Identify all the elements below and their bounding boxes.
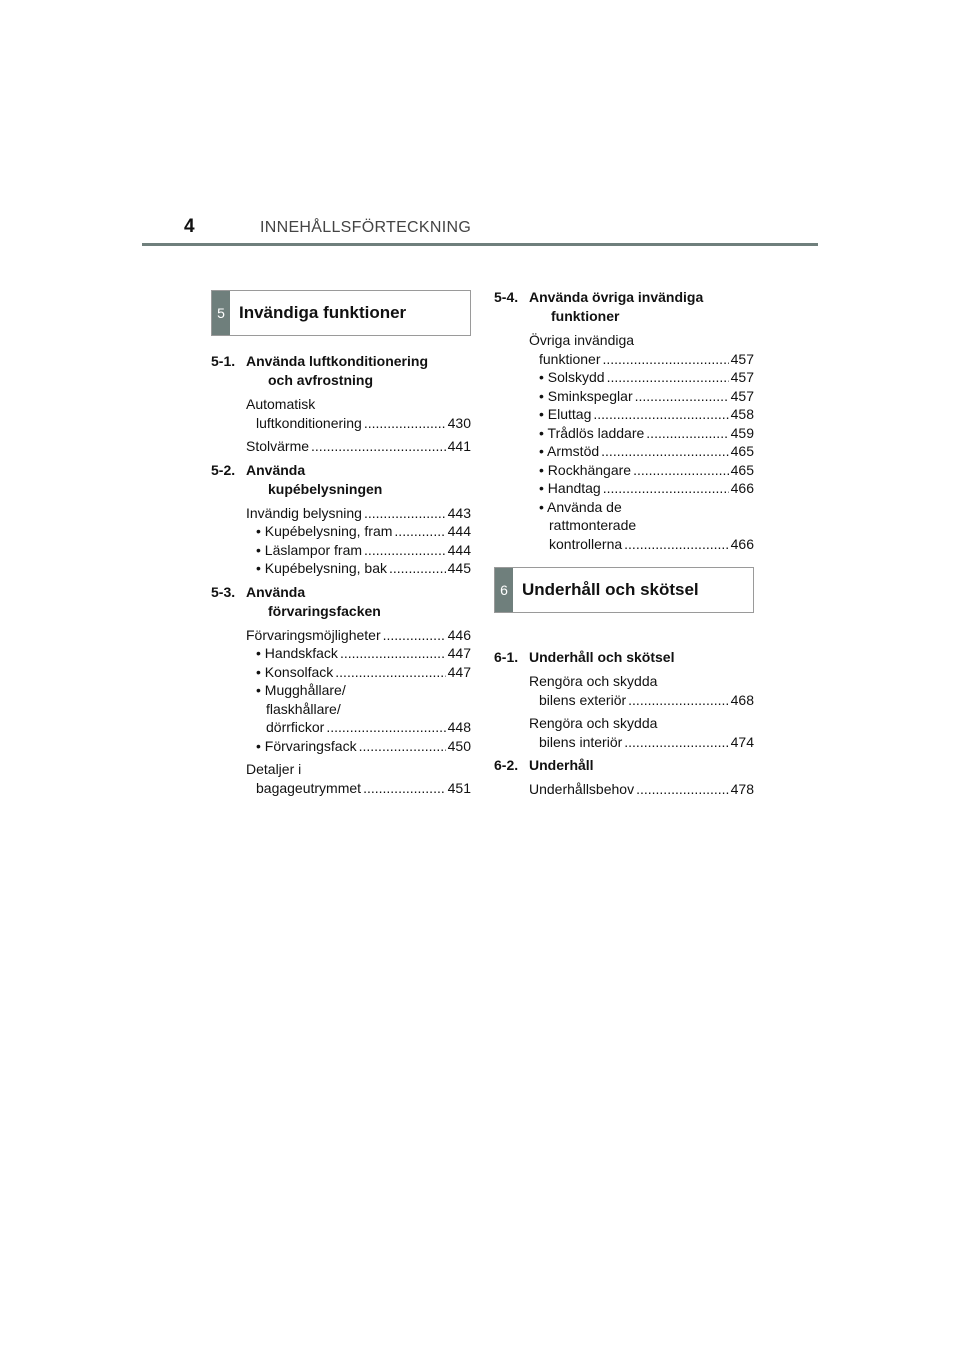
page-ref: 457 <box>730 387 754 404</box>
toc-bullet[interactable] <box>211 644 471 663</box>
left-column <box>211 290 471 797</box>
page-ref: 465 <box>730 443 754 459</box>
page-ref: 445 <box>447 560 471 576</box>
toc-bullet[interactable] <box>494 498 754 554</box>
subsection-number: 5-2. <box>211 461 236 478</box>
page-ref: 446 <box>447 626 471 643</box>
entry-text: • Sminkspeglar <box>539 387 633 404</box>
subsection-title: Underhåll och skötsel <box>529 649 675 665</box>
header-rule <box>142 243 818 246</box>
entry-text: • Kupébelysning, bak <box>256 560 387 576</box>
entry-text: Detaljer i <box>246 761 302 777</box>
section-tab: 6 <box>495 568 513 612</box>
page-ref: 457 <box>730 350 754 367</box>
section-6-header[interactable] <box>494 567 754 613</box>
subsection-title: Använda <box>246 583 306 600</box>
subsection-number: 5-1. <box>211 353 236 369</box>
subsection-title: Använda <box>246 461 306 478</box>
entry-text: Rengöra och skydda <box>529 673 658 689</box>
subsection-title: Använda luftkonditionering <box>246 353 428 369</box>
section-title: Invändiga funktioner <box>239 303 407 322</box>
subsection-title-cont: och avfrostning <box>268 372 374 388</box>
page-ref: 443 <box>447 504 471 521</box>
entry-text: • Kupébelysning, fram <box>256 523 393 539</box>
toc-bullet[interactable] <box>211 681 471 737</box>
toc-bullet[interactable] <box>494 442 754 461</box>
toc-entry[interactable] <box>211 626 471 645</box>
page-ref: 451 <box>447 779 471 796</box>
page-number: 4 <box>184 216 195 237</box>
entry-text: bilens exteriör <box>539 691 627 708</box>
entry-text: bilens interiör <box>539 733 623 750</box>
subsection-title-cont: förvaringsfacken <box>268 602 381 619</box>
entry-text: Underhållsbehov <box>529 781 635 797</box>
subsection-title: Underhåll <box>529 757 594 773</box>
subsection-5-4[interactable] <box>494 288 754 326</box>
page-ref: 444 <box>447 541 471 558</box>
page-ref: 474 <box>730 733 754 750</box>
toc-entry[interactable] <box>211 437 471 456</box>
page-title: INNEHÅLLSFÖRTECKNING <box>260 219 472 236</box>
page-ref: 450 <box>447 737 471 754</box>
toc-bullet[interactable] <box>211 737 471 756</box>
subsection-number: 6-1. <box>494 649 519 665</box>
page-ref: 457 <box>730 369 754 385</box>
page-ref: 458 <box>730 406 754 422</box>
page-ref: 478 <box>730 781 754 797</box>
subsection-title-cont: funktioner <box>551 308 620 324</box>
toc-entry[interactable] <box>211 760 471 797</box>
subsection-number: 5-4. <box>494 289 519 305</box>
page-ref: 448 <box>447 719 471 735</box>
entry-text: • Förvaringsfack <box>256 737 357 754</box>
entry-text: Automatisk <box>246 396 316 412</box>
toc-bullet[interactable] <box>494 424 754 443</box>
toc-entry[interactable] <box>494 331 754 368</box>
page-ref: 447 <box>447 645 471 661</box>
subsection-number: 5-3. <box>211 583 236 600</box>
entry-text: • Solskydd <box>539 369 605 385</box>
entry-text: dörrfickor <box>266 719 325 735</box>
page-ref: 465 <box>730 461 754 478</box>
subsection-5-3[interactable] <box>211 583 471 621</box>
entry-text: • Handskfack <box>256 645 338 661</box>
entry-text: • Armstöd <box>539 443 600 459</box>
entry-text: kontrollerna <box>549 535 623 552</box>
toc-bullet[interactable] <box>494 479 754 498</box>
page-ref: 441 <box>447 438 471 454</box>
toc-entry[interactable] <box>494 672 754 709</box>
entry-text: funktioner <box>539 350 601 367</box>
subsection-title-cont: kupébelysningen <box>268 480 383 497</box>
page-ref: 447 <box>447 663 471 680</box>
page-ref: 430 <box>447 414 471 431</box>
entry-text: • Använda de <box>539 498 622 515</box>
entry-text: luftkonditionering <box>256 414 362 431</box>
subsection-title: Använda övriga invändiga <box>529 289 704 305</box>
toc-bullet[interactable] <box>211 559 471 578</box>
right-column <box>494 288 754 799</box>
page-ref: 466 <box>730 535 754 552</box>
subsection-6-1[interactable] <box>494 648 754 667</box>
subsection-5-1[interactable] <box>211 352 471 390</box>
toc-bullet[interactable] <box>494 368 754 387</box>
toc-entry[interactable] <box>494 714 754 751</box>
toc-bullet[interactable] <box>494 461 754 480</box>
page-ref: 468 <box>730 691 754 708</box>
subsection-number: 6-2. <box>494 757 519 773</box>
toc-bullet[interactable] <box>211 522 471 541</box>
entry-text: Stolvärme <box>246 438 310 454</box>
subsection-6-2[interactable] <box>494 756 754 775</box>
section-tab: 5 <box>212 291 230 335</box>
page-ref: 466 <box>730 480 754 496</box>
entry-text: rattmonterade <box>549 517 637 533</box>
page-ref: 444 <box>447 523 471 539</box>
entry-text: Rengöra och skydda <box>529 715 658 731</box>
toc-entry[interactable] <box>211 395 471 432</box>
subsection-5-2[interactable] <box>211 461 471 499</box>
toc-bullet[interactable] <box>211 663 471 682</box>
entry-text: • Mugghållare/ <box>256 682 346 698</box>
entry-text: Invändig belysning <box>246 504 362 521</box>
entry-text: flaskhållare/ <box>266 700 341 717</box>
entry-text: • Trådlös laddare <box>539 424 645 441</box>
section-5-header[interactable] <box>211 290 471 336</box>
toc-bullet[interactable] <box>494 405 754 424</box>
toc-bullet[interactable] <box>494 387 754 406</box>
toc-bullet[interactable] <box>211 541 471 560</box>
entry-text: • Rockhängare <box>539 461 632 478</box>
entry-text: • Konsolfack <box>256 663 334 680</box>
entry-text: Övriga invändiga <box>529 332 635 348</box>
entry-text: bagageutrymmet <box>256 779 362 796</box>
entry-text: • Handtag <box>539 480 601 496</box>
toc-entry[interactable] <box>494 780 754 799</box>
entry-text: • Läslampor fram <box>256 541 363 558</box>
entry-text: Förvaringsmöjligheter <box>246 626 381 643</box>
entry-text: • Eluttag <box>539 406 592 422</box>
page-ref: 459 <box>730 424 754 441</box>
toc-entry[interactable] <box>211 504 471 523</box>
section-title: Underhåll och skötsel <box>522 580 699 599</box>
